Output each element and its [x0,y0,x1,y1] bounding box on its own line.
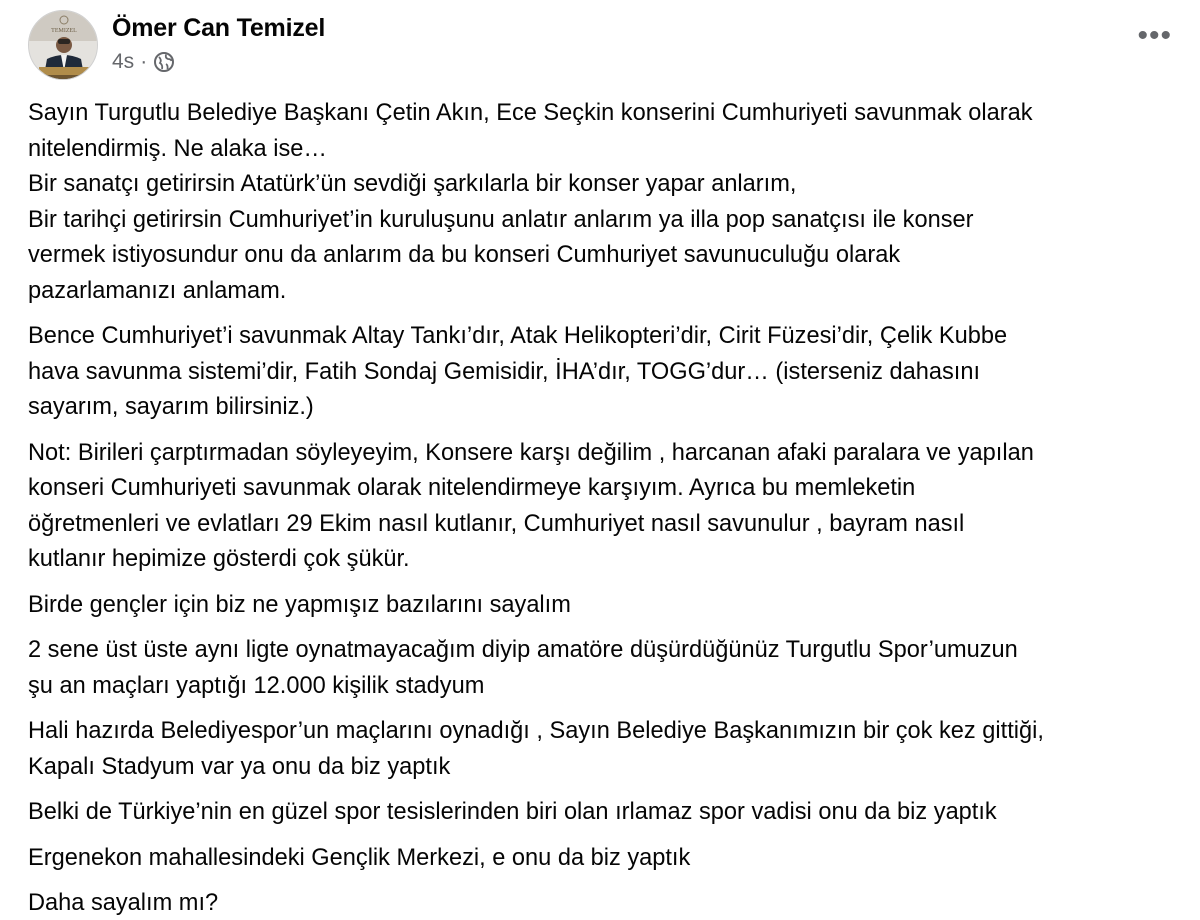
post-text-line: Bir sanatçı getirirsin Atatürk’ün sevdiği şarkılarla bir konser yapar anlarım, [28,171,797,197]
post-paragraph [28,319,1178,426]
post-text-line: Kapalı Stadyum var ya onu da biz yaptık [28,753,451,780]
post-text-line: şu an maçları yaptığı 12.000 kişilik stadyum [28,672,485,699]
post-header [28,8,1178,80]
post-text-line: Bence Cumhuriyet’i savunmak Altay Tankı’dır, Atak Helikopteri’dir, Cirit Füzesi’dir, Çelik Kubbe [28,323,1008,349]
post-paragraph [28,714,1178,785]
post-paragraph [28,96,1178,309]
post-timestamp[interactable]: 4s [112,50,135,73]
post-paragraph [28,588,1178,624]
meta-separator: · [140,50,148,73]
post-text-line: vermek istiyosundur onu da anlarım da bu konseri Cumhuriyet savunuculuğu olarak [28,242,901,268]
post-text-line: Birde gençler için biz ne yapmışız bazılarını sayalım [28,591,571,618]
post-text-line: hava savunma sistemi’dir, Fatih Sondaj Gemisidir, İHA’dır, TOGG’dur… (isterseniz dahasını [28,358,980,385]
post-text-line: sayarım, sayarım bilirsiniz.) [28,394,314,420]
author-name[interactable]: Ömer Can Temizel [112,14,326,42]
post-text-line: Not: Birileri çarptırmadan söyleyeyim, Konsere karşı değilim , harcanan afaki paralara ve yapılan [28,439,1034,466]
post-text-line: 2 sene üst üste aynı ligte oynatmayacağım diyip amatöre düşürdüğünüz Turgutlu Spor’umuzun [28,637,1018,663]
post-text-line: Sayın Turgutlu Belediye Başkanı Çetin Akın, Ece Seçkin konserini Cumhuriyeti savunmak olarak [28,100,1033,126]
avatar-logo-text: TEMIZEL [51,28,77,34]
post-text-line: kutlanır hepimize gösterdi çok şükür. [28,546,410,572]
post-paragraph [28,886,1178,920]
post-paragraph [28,633,1178,704]
post-paragraph [28,436,1178,578]
post-text-line: Ergenekon mahallesindeki Gençlik Merkezi, e onu da biz yaptık [28,844,691,871]
post-text-line: konseri Cumhuriyeti savunmak olarak nitelendirmeye karşıyım. Ayrıca bu memleketin [28,475,916,501]
globe-icon [153,51,175,73]
avatar-photo [29,11,98,80]
post-body [28,96,1178,920]
post-text-line: Belki de Türkiye’nin en güzel spor tesislerinden biri olan ırlamaz spor vadisi onu da biz yaptık [28,799,997,825]
post-text-line: Bir tarihçi getirirsin Cumhuriyet’in kuruluşunu anlatır anlarım ya illa pop sanatçısı ile konser [28,206,974,233]
post-text-line: pazarlamanızı anlamam. [28,277,287,304]
post-text-line: Hali hazırda Belediyespor’un maçlarını oynadığı , Sayın Belediye Başkanımızın bir çok kez gittiği, [28,718,1044,744]
post-text-line: Daha sayalım mı? [28,890,219,916]
post-paragraph [28,795,1178,831]
avatar[interactable] [28,10,98,80]
more-options-icon[interactable]: ••• [1137,19,1172,52]
post-meta [112,50,175,74]
post-paragraph [28,841,1178,877]
post-text-line: öğretmenleri ve evlatları 29 Ekim nasıl kutlanır, Cumhuriyet nasıl savunulur , bayram nasıl [28,510,965,537]
post-text-line: nitelendirmiş. Ne alaka ise… [28,135,327,162]
